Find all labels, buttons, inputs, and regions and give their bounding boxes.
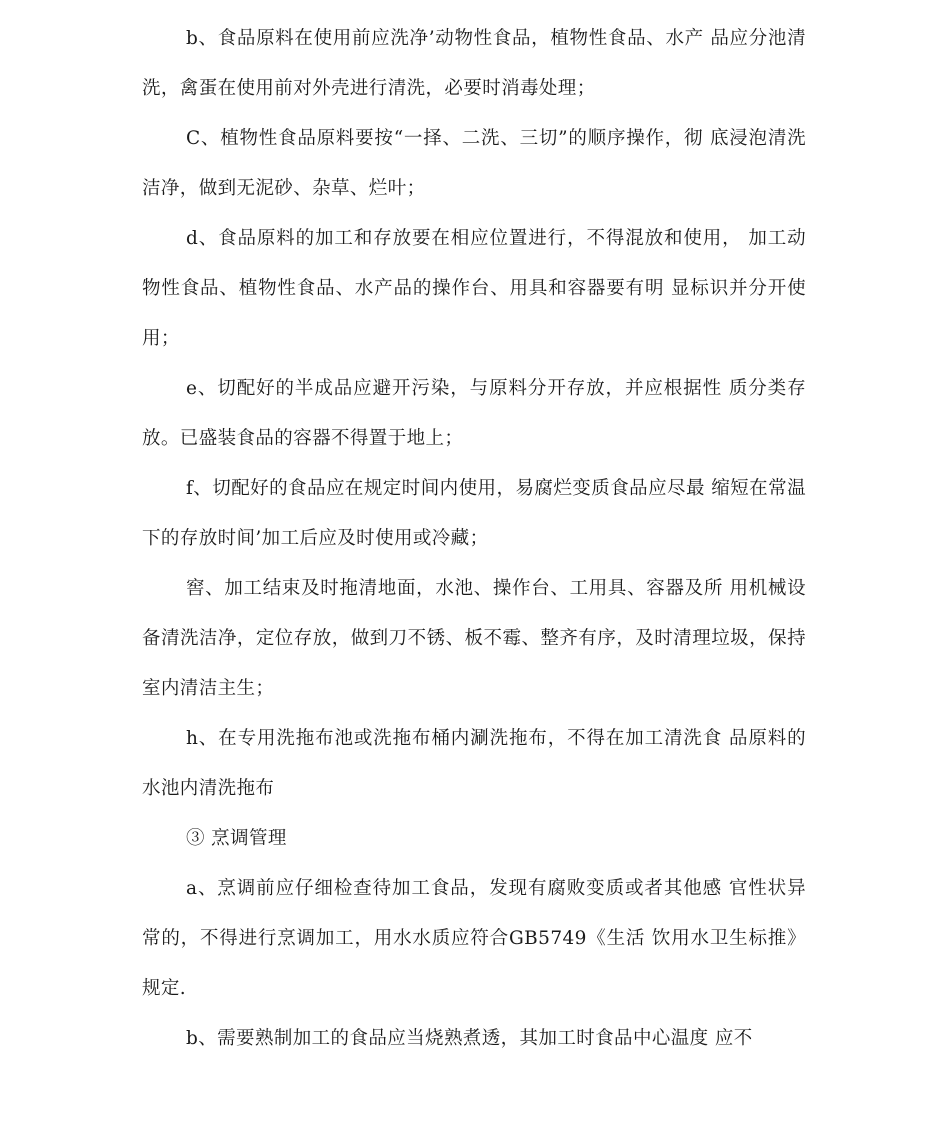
paragraph-vegetable-processing: C、植物性食品原料要按“一择、二洗、三切”的顺序操作，彻 底浸泡清洗洁净，做到无泥砂、杂草、烂叶； — [142, 128, 806, 199]
paragraph-raw-material-washing: b、食品原料在使用前应洗净’动物性食品，植物性食品、水产 品应分池清洗，禽蛋在使用前对外壳进行清洗，必要时消毒处理； — [142, 28, 806, 99]
paragraph-usage-time: f、切配好的食品应在规定时间内使用，易腐烂变质食品应尽最 缩短在常温下的存放时间’加工后应及时使用或冷藏； — [142, 478, 806, 549]
paragraph-semi-finished-storage: e、切配好的半成品应避开污染，与原料分开存放，并应根据性 质分类存放。已盛装食品的容器不得置于地上； — [142, 378, 806, 449]
section-heading-cooking-management: ③ 烹调管理 — [186, 828, 287, 849]
document-page — [142, 14, 806, 1064]
paragraph-mop-washing: h、在专用洗拖布池或洗拖布桶内涮洗拖布，不得在加工清洗食 品原料的水池内清洗拖布 — [142, 728, 806, 799]
paragraph-thorough-cooking: b、需要熟制加工的食品应当烧熟煮透，其加工时食品中心温度 应不 — [186, 1028, 753, 1049]
paragraph-separate-storage: d、食品原料的加工和存放要在相应位置进行，不得混放和使用， 加工动物性食品、植物性食品、水产品的操作台、用具和容器要有明 显标识并分开使用； — [142, 228, 806, 349]
paragraph-cleanup: 窖、加工结束及时拖清地面，水池、操作台、工用具、容器及所 用机械设备清洗洁净，定位存放，做到刀不锈、板不霉、整齐有序，及时清理垃圾，保持室内清洁主生； — [142, 578, 806, 699]
paragraph-pre-cooking-check: a、烹调前应仔细检查待加工食品，发现有腐败变质或者其他感 官性状异常的，不得进行烹调加工，用水水质应符合GB5749《生活 饮用水卫生标推》规定. — [142, 878, 806, 999]
